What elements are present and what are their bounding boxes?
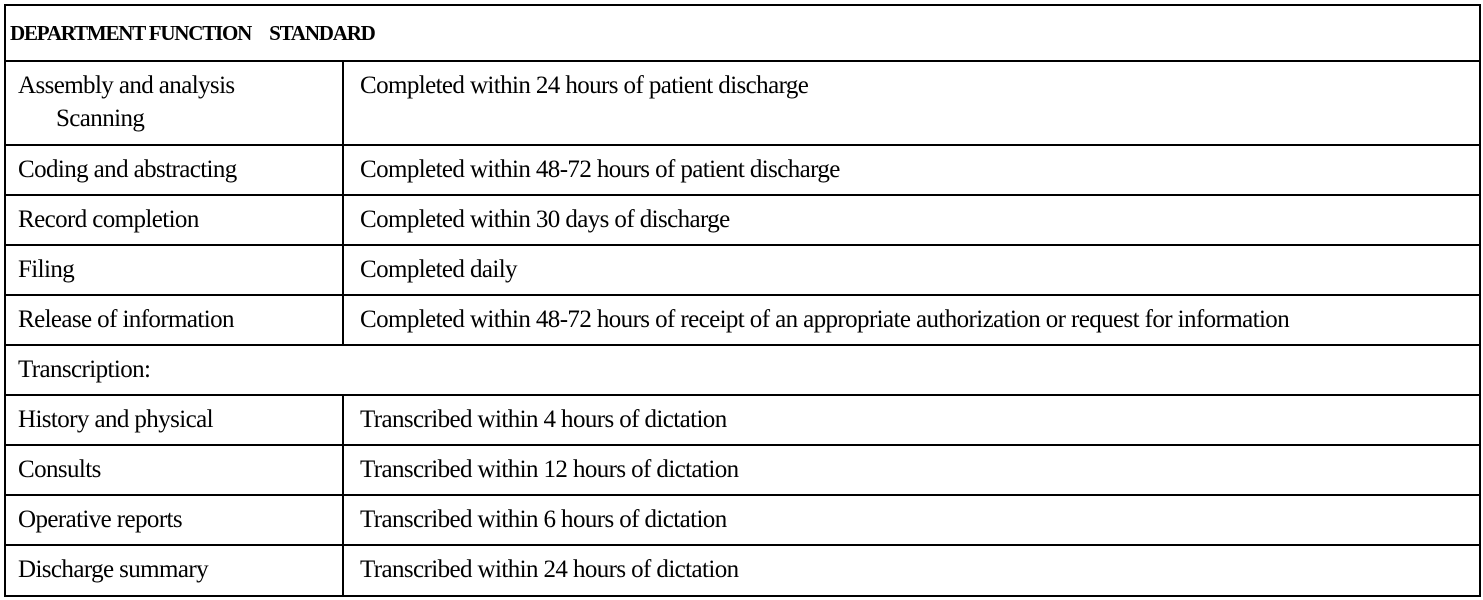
table-row: [6, 446, 1479, 496]
standard-cell: Transcribed within 4 hours of dictation: [360, 406, 727, 433]
standard-cell: Completed within 30 days of discharge: [360, 206, 730, 233]
table-body: [6, 62, 1479, 596]
function-cell: Consults: [6, 446, 344, 494]
standard-cell: Completed within 48-72 hours of patient discharge: [360, 156, 840, 183]
standard-cell: Completed daily: [360, 256, 517, 283]
header-department-function: DEPARTMENT FUNCTION: [10, 20, 252, 45]
function-cell: Discharge summary: [6, 546, 344, 596]
table-row: [6, 496, 1479, 546]
table-row: [6, 62, 1479, 146]
function-sub-label: Scanning: [56, 105, 145, 132]
table-row: [6, 296, 1479, 346]
function-label: Assembly and analysis: [18, 72, 235, 99]
table-row: [6, 146, 1479, 196]
header-standard: STANDARD: [269, 20, 375, 45]
section-label: Transcription:: [18, 356, 151, 383]
function-cell: Filing: [6, 246, 344, 294]
function-cell: [6, 62, 344, 144]
function-cell: Coding and abstracting: [6, 146, 344, 194]
standard-cell: Transcribed within 6 hours of dictation: [360, 506, 727, 533]
standard-cell: Transcribed within 24 hours of dictation: [360, 556, 739, 583]
table-row: [6, 196, 1479, 246]
table-row: [6, 396, 1479, 446]
function-cell: History and physical: [6, 396, 344, 444]
standard-cell: Completed within 48-72 hours of receipt of an appropriate authorization or request for information: [360, 306, 1290, 333]
standard-cell: Completed within 24 hours of patient discharge: [360, 72, 809, 99]
section-row: [6, 346, 1479, 396]
table-row: [6, 246, 1479, 296]
function-cell: Record completion: [6, 196, 344, 244]
function-cell: Operative reports: [6, 496, 344, 544]
table-row: [6, 546, 1479, 596]
standards-table: [4, 4, 1481, 597]
standard-cell: Transcribed within 12 hours of dictation: [360, 456, 739, 483]
table-header: [6, 6, 1479, 62]
function-cell: Release of information: [6, 296, 344, 344]
